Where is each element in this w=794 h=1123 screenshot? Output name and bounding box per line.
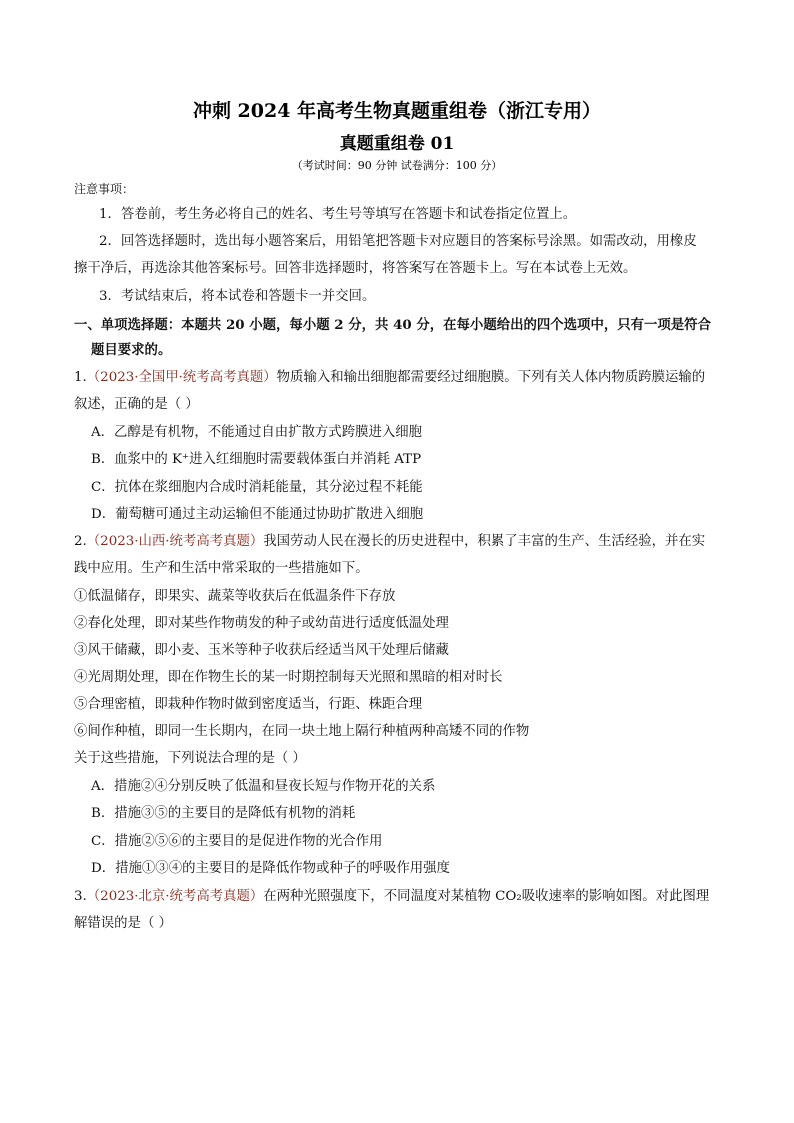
note-item-2-line-2: 擦干净后，再选涂其他答案标号。回答非选择题时，将答案写在答题卡上。写在本试卷上无效。 (74, 261, 637, 276)
exam-info: （考试时间：90 分钟 试卷满分：100 分） (291, 159, 503, 172)
question-number: 2. (74, 534, 87, 549)
question-1-option-b: B．血浆中的 K⁺进入红细胞时需要载体蛋白并消耗 ATP (91, 452, 422, 467)
question-2-stem (74, 533, 705, 551)
question-source: （2023·北京·统考高考真题） (86, 889, 264, 904)
question-source: （2023·山西·统考高考真题） (86, 534, 264, 549)
question-2-option-a: A．措施②④分别反映了低温和昼夜长短与作物开花的关系 (91, 779, 436, 794)
notes-heading: 注意事项： (74, 182, 135, 196)
question-2-measure-5: ⑤合理密植，即栽种作物时做到密度适当，行距、株距合理 (74, 697, 423, 712)
exam-subtitle: 真题重组卷 01 (339, 134, 455, 154)
section-heading-line-1: 一、单项选择题：本题共 20 小题，每小题 2 分，共 40 分，在每小题给出的四个选项中，只有一项是符合 (74, 317, 711, 333)
note-item-2-line-1: 2．回答选择题时，选出每小题答案后，用铅笔把答题卡对应题目的答案标号涂黑。如需改动，用橡皮 (99, 234, 697, 249)
question-2-measure-1: ①低温储存，即果实、蔬菜等收获后在低温条件下存放 (74, 589, 396, 604)
question-2-measure-6: ⑥间作种植，即同一生长期内，在同一块土地上隔行种植两种高矮不同的作物 (74, 724, 530, 739)
question-number: 3. (74, 889, 87, 904)
question-2-option-d: D．措施①③④的主要目的是降低作物或种子的呼吸作用强度 (91, 861, 450, 876)
question-1-option-a: A．乙醇是有机物，不能通过自由扩散方式跨膜进入细胞 (91, 425, 423, 440)
question-text: 我国劳动人民在漫长的历史进程中，积累了丰富的生产、生活经验，并在实 (263, 534, 706, 549)
question-source: （2023·全国甲·统考高考真题） (86, 370, 277, 385)
question-1-stem-line-2: 叙述，正确的是（ ） (74, 397, 199, 412)
question-number: 1. (74, 370, 87, 385)
question-2-measure-2: ②春化处理，即对某些作物萌发的种子或幼苗进行适度低温处理 (74, 616, 449, 631)
question-2-question: 关于这些措施，下列说法合理的是（ ） (74, 751, 306, 766)
question-text: 物质输入和输出细胞都需要经过细胞膜。下列有关人体内物质跨膜运输的 (276, 370, 706, 385)
question-2-measure-4: ④光周期处理，即在作物生长的某一时期控制每天光照和黑暗的相对时长 (74, 670, 503, 685)
question-2-option-c: C．措施②⑤⑥的主要目的是促进作物的光合作用 (91, 834, 383, 849)
question-3-stem (74, 888, 709, 906)
question-text: 在两种光照强度下，不同温度对某植物 CO₂吸收速率的影响如图。对此图理 (263, 889, 710, 904)
question-2-stem-line-2: 践中应用。生产和生活中常采取的一些措施如下。 (74, 561, 369, 576)
question-2-measure-3: ③风干储藏，即小麦、玉米等种子收获后经适当风干处理后储藏 (74, 643, 449, 658)
section-heading-line-2: 题目要求的。 (91, 342, 172, 358)
note-item-3: 3．考试结束后，将本试卷和答题卡一并交回。 (99, 289, 376, 304)
question-3-stem-line-2: 解错误的是（ ） (74, 916, 172, 931)
question-1-option-c: C．抗体在浆细胞内合成时消耗能量，其分泌过程不耗能 (91, 480, 423, 495)
note-item-1: 1．答卷前，考生务必将自己的姓名、考生号等填写在答题卡和试卷指定位置上。 (99, 207, 577, 222)
question-2-option-b: B．措施③⑤的主要目的是降低有机物的消耗 (91, 806, 356, 821)
question-1-option-d: D．葡萄糖可通过主动运输但不能通过协助扩散进入细胞 (91, 507, 424, 522)
question-1-stem (74, 369, 705, 387)
exam-title: 冲刺 2024 年高考生物真题重组卷（浙江专用） (192, 100, 602, 122)
